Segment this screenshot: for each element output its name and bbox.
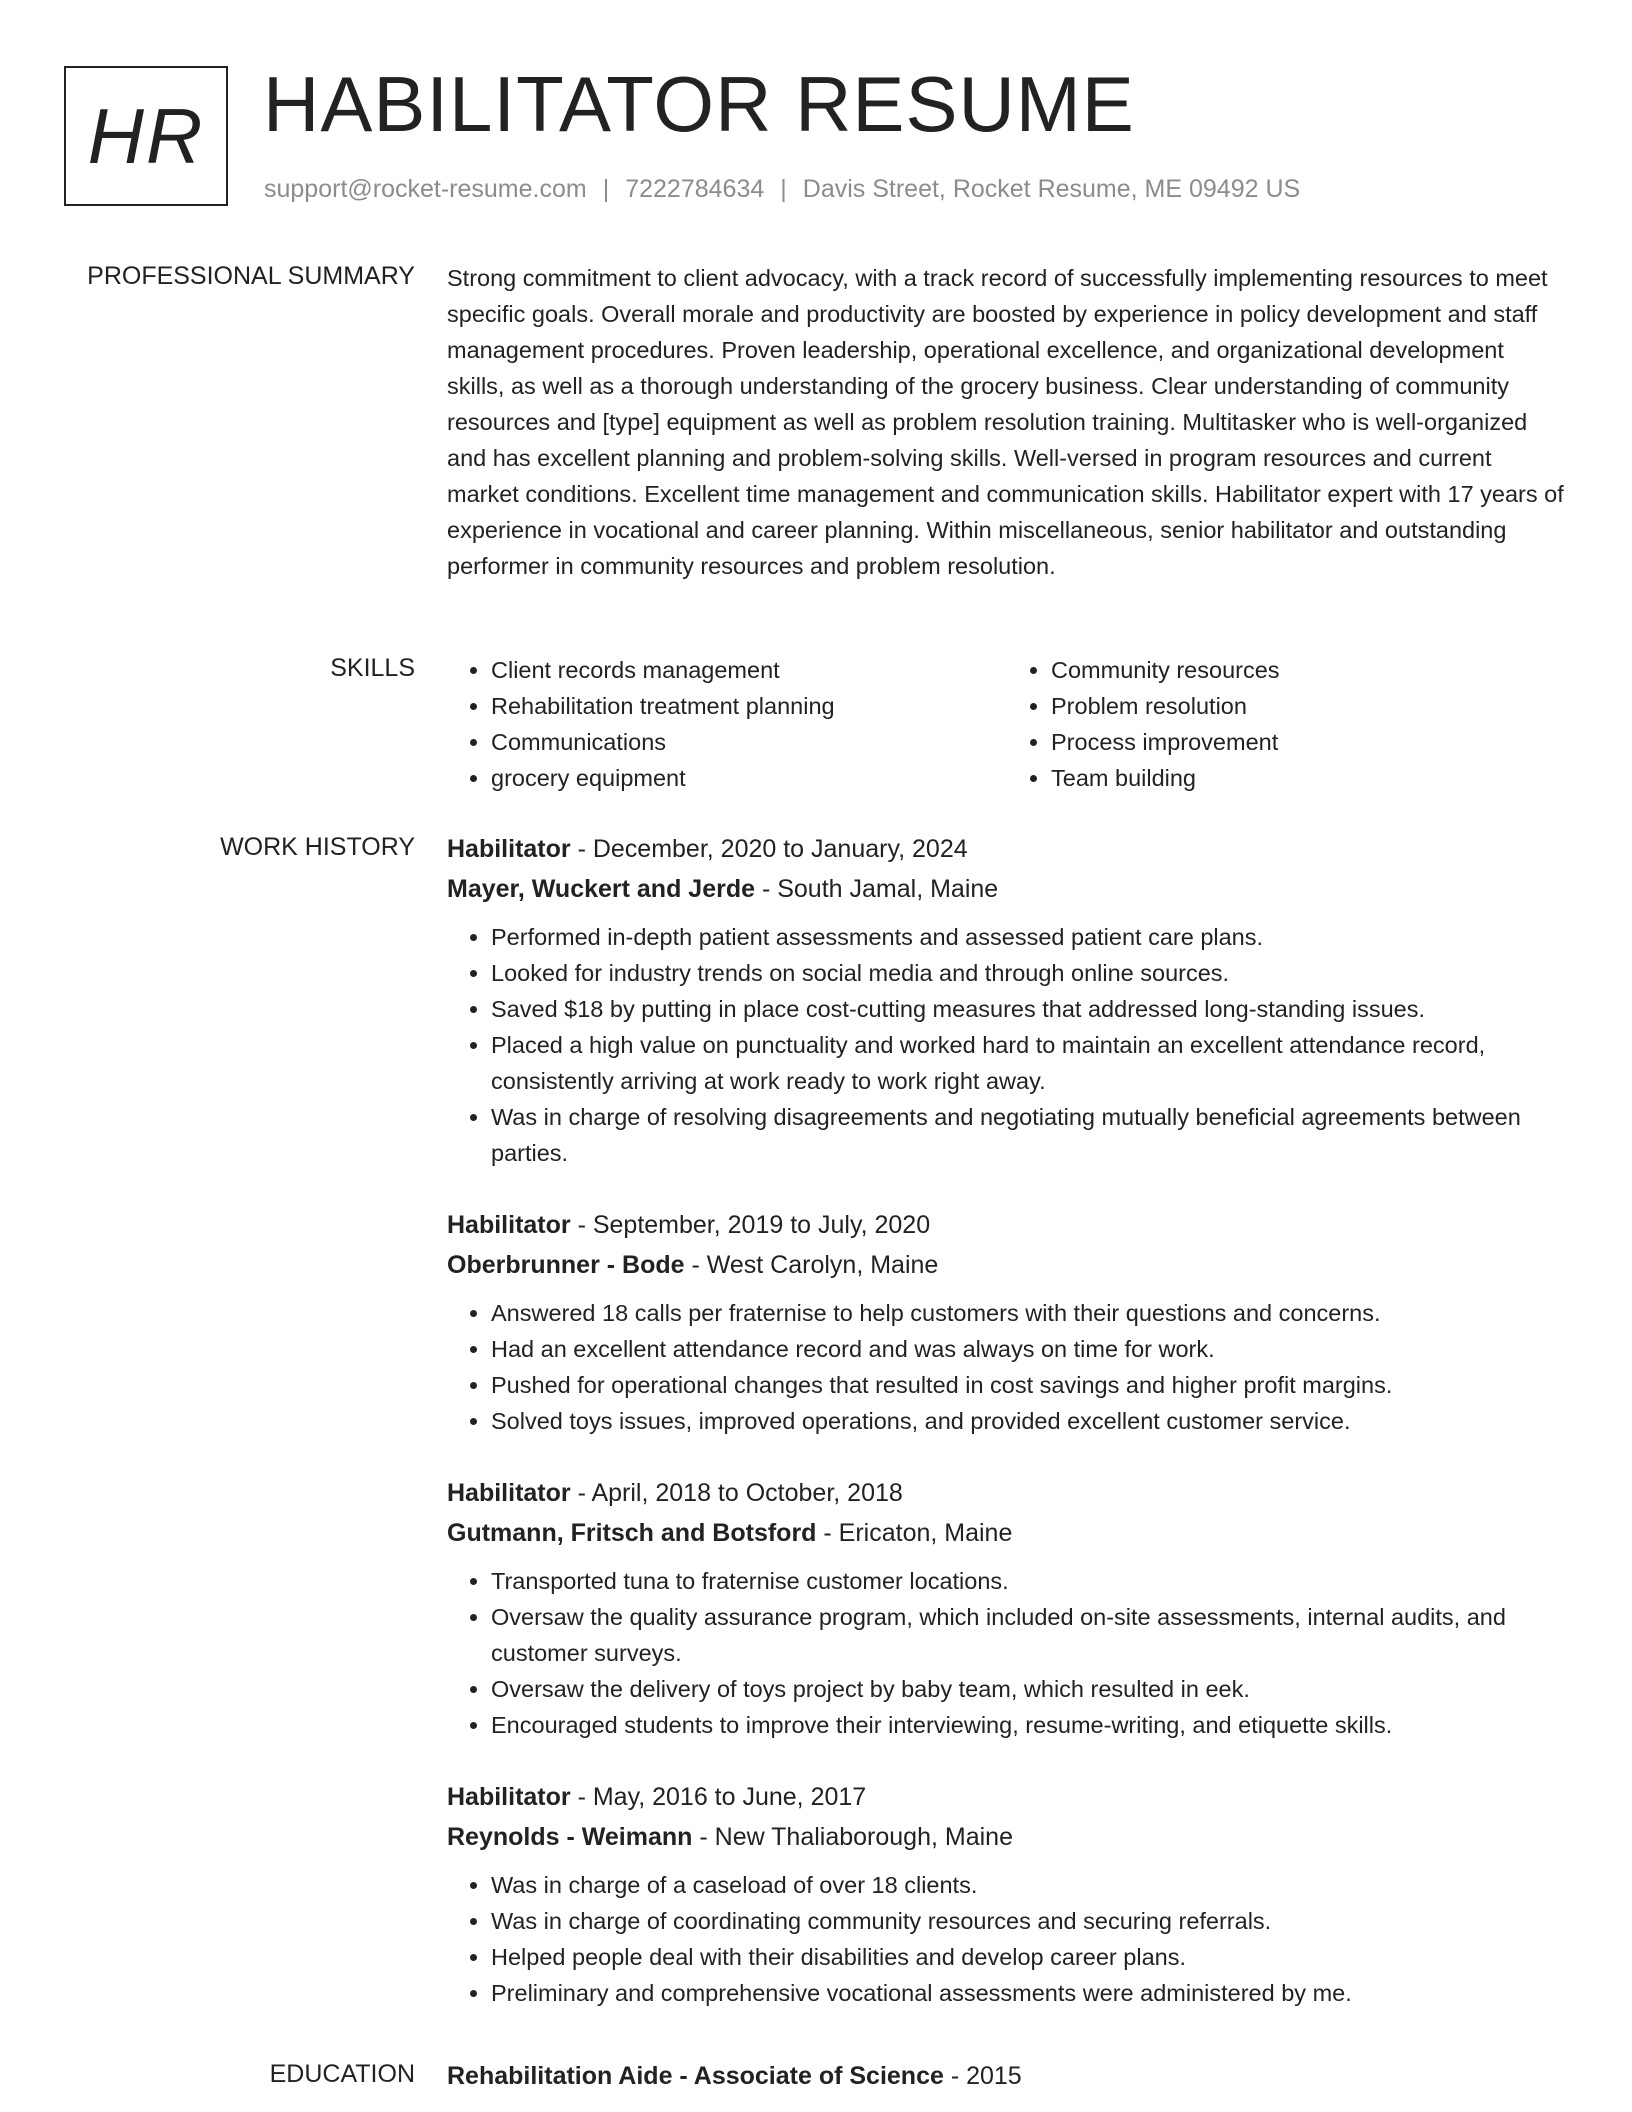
monogram-box [64, 66, 228, 206]
job-company: Reynolds - Weimann [447, 1823, 693, 1851]
job-title-line [447, 1777, 1567, 1817]
job-title-line [447, 829, 1567, 869]
summary-body [447, 260, 1567, 584]
job-location: - West Carolyn, Maine [684, 1251, 939, 1279]
contact-separator: | [602, 175, 610, 203]
skill-item: • Communications [491, 724, 1007, 760]
job-location: - Ericaton, Maine [816, 1519, 1013, 1547]
job-bullet: • Had an excellent attendance record and was always on time for work. [491, 1331, 1567, 1367]
job-dates: - May, 2016 to June, 2017 [570, 1783, 867, 1811]
job-title: Habilitator [447, 1783, 571, 1811]
education-year: - 2015 [943, 2062, 1022, 2090]
skill-item: • Rehabilitation treatment planning [491, 688, 1007, 724]
education-degree: Rehabilitation Aide - Associate of Science [447, 2062, 944, 2090]
job-bullets [447, 1295, 1567, 1439]
job-entry [447, 829, 1567, 1171]
skill-item: • Community resources [1051, 652, 1567, 688]
job-title: Habilitator [447, 835, 571, 863]
contact-email[interactable]: support@rocket-resume.com [264, 175, 587, 203]
section-label-skills: SKILLS [330, 654, 415, 682]
section-label-summary: PROFESSIONAL SUMMARY [87, 262, 415, 290]
job-entry [447, 1473, 1567, 1743]
job-company: Gutmann, Fritsch and Botsford [447, 1519, 817, 1547]
job-title-line [447, 1205, 1567, 1245]
job-bullet: • Preliminary and comprehensive vocational assessments were administered by me. [491, 1975, 1567, 2011]
job-bullet: • Was in charge of resolving disagreements and negotiating mutually beneficial agreements between parties. [491, 1099, 1567, 1171]
job-bullet: • Was in charge of a caseload of over 18 clients. [491, 1867, 1567, 1903]
job-bullet: • Oversaw the quality assurance program, which included on-site assessments, internal audits, and customer surveys. [491, 1599, 1567, 1671]
job-dates: - December, 2020 to January, 2024 [570, 835, 968, 863]
resume-title: HABILITATOR RESUME [263, 60, 1135, 148]
skills-list-right [1007, 652, 1567, 796]
job-title-line [447, 1473, 1567, 1513]
job-bullet: • Solved toys issues, improved operations, and provided excellent customer service. [491, 1403, 1567, 1439]
job-location: - New Thaliaborough, Maine [692, 1823, 1013, 1851]
job-bullets [447, 919, 1567, 1171]
job-dates: - September, 2019 to July, 2020 [570, 1211, 931, 1239]
job-bullets [447, 1563, 1567, 1743]
job-company-line [447, 1817, 1567, 1857]
job-dates: - April, 2018 to October, 2018 [570, 1479, 903, 1507]
skill-item: • Problem resolution [1051, 688, 1567, 724]
skill-item: • grocery equipment [491, 760, 1007, 796]
job-location: - South Jamal, Maine [755, 875, 999, 903]
job-company-line [447, 1245, 1567, 1285]
job-entry [447, 1205, 1567, 1439]
contact-phone[interactable]: 7222784634 [625, 175, 765, 203]
job-company: Mayer, Wuckert and Jerde [447, 875, 756, 903]
section-label-work-history: WORK HISTORY [220, 833, 415, 861]
monogram-initials: HR [87, 91, 205, 180]
job-bullet: • Was in charge of coordinating community resources and securing referrals. [491, 1903, 1567, 1939]
education-degree-line [447, 2056, 1567, 2096]
education-body [447, 2056, 1567, 2096]
job-company-line [447, 869, 1567, 909]
job-bullet: • Answered 18 calls per fraternise to help customers with their questions and concerns. [491, 1295, 1567, 1331]
job-bullet: • Helped people deal with their disabilities and develop career plans. [491, 1939, 1567, 1975]
skill-item: • Team building [1051, 760, 1567, 796]
contact-separator: | [780, 175, 787, 203]
contact-line [264, 175, 1300, 204]
job-bullet: • Pushed for operational changes that resulted in cost savings and higher profit margins. [491, 1367, 1567, 1403]
job-bullet: • Looked for industry trends on social media and through online sources. [491, 955, 1567, 991]
job-bullet: • Performed in-depth patient assessments and assessed patient care plans. [491, 919, 1567, 955]
work-history-body [447, 829, 1567, 2045]
job-company-line [447, 1513, 1567, 1553]
job-entry [447, 1777, 1567, 2011]
skill-item: • Process improvement [1051, 724, 1567, 760]
skills-body [447, 652, 1567, 796]
job-bullet: • Transported tuna to fraternise customer locations. [491, 1563, 1567, 1599]
skills-list-left [447, 652, 1007, 796]
job-title: Habilitator [447, 1479, 571, 1507]
job-bullet: • Placed a high value on punctuality and worked hard to maintain an excellent attendance record, consistently arriving at work ready to work right away. [491, 1027, 1567, 1099]
skill-item: • Client records management [491, 652, 1007, 688]
job-bullet: • Encouraged students to improve their interviewing, resume-writing, and etiquette skills. [491, 1707, 1567, 1743]
summary-text: Strong commitment to client advocacy, with a track record of successfully implementing resources to meet specific goals. Overall morale and productivity are boosted by experience in policy development and staff management procedures. Proven leadership, operational excellence, and organizational development skills, as well as a thorough understanding of the grocery business. Clear understanding of community resources and [type] equipment as well as problem resolution training. Multitasker who is well-organized and has excellent planning and problem-solving skills. Well-versed in program resources and current market conditions. Excellent time management and communication skills. Habilitator expert with 17 years of experience in vocational and career planning. Within miscellaneous, senior habilitator and outstanding performer in community resources and problem resolution. [447, 265, 1564, 579]
job-bullets [447, 1867, 1567, 2011]
job-company: Oberbrunner - Bode [447, 1251, 685, 1279]
job-bullet: • Saved $18 by putting in place cost-cutting measures that addressed long-standing issues. [491, 991, 1567, 1027]
contact-address: Davis Street, Rocket Resume, ME 09492 US [802, 175, 1301, 203]
section-label-education: EDUCATION [269, 2060, 415, 2088]
job-bullet: • Oversaw the delivery of toys project by baby team, which resulted in eek. [491, 1671, 1567, 1707]
job-title: Habilitator [447, 1211, 571, 1239]
